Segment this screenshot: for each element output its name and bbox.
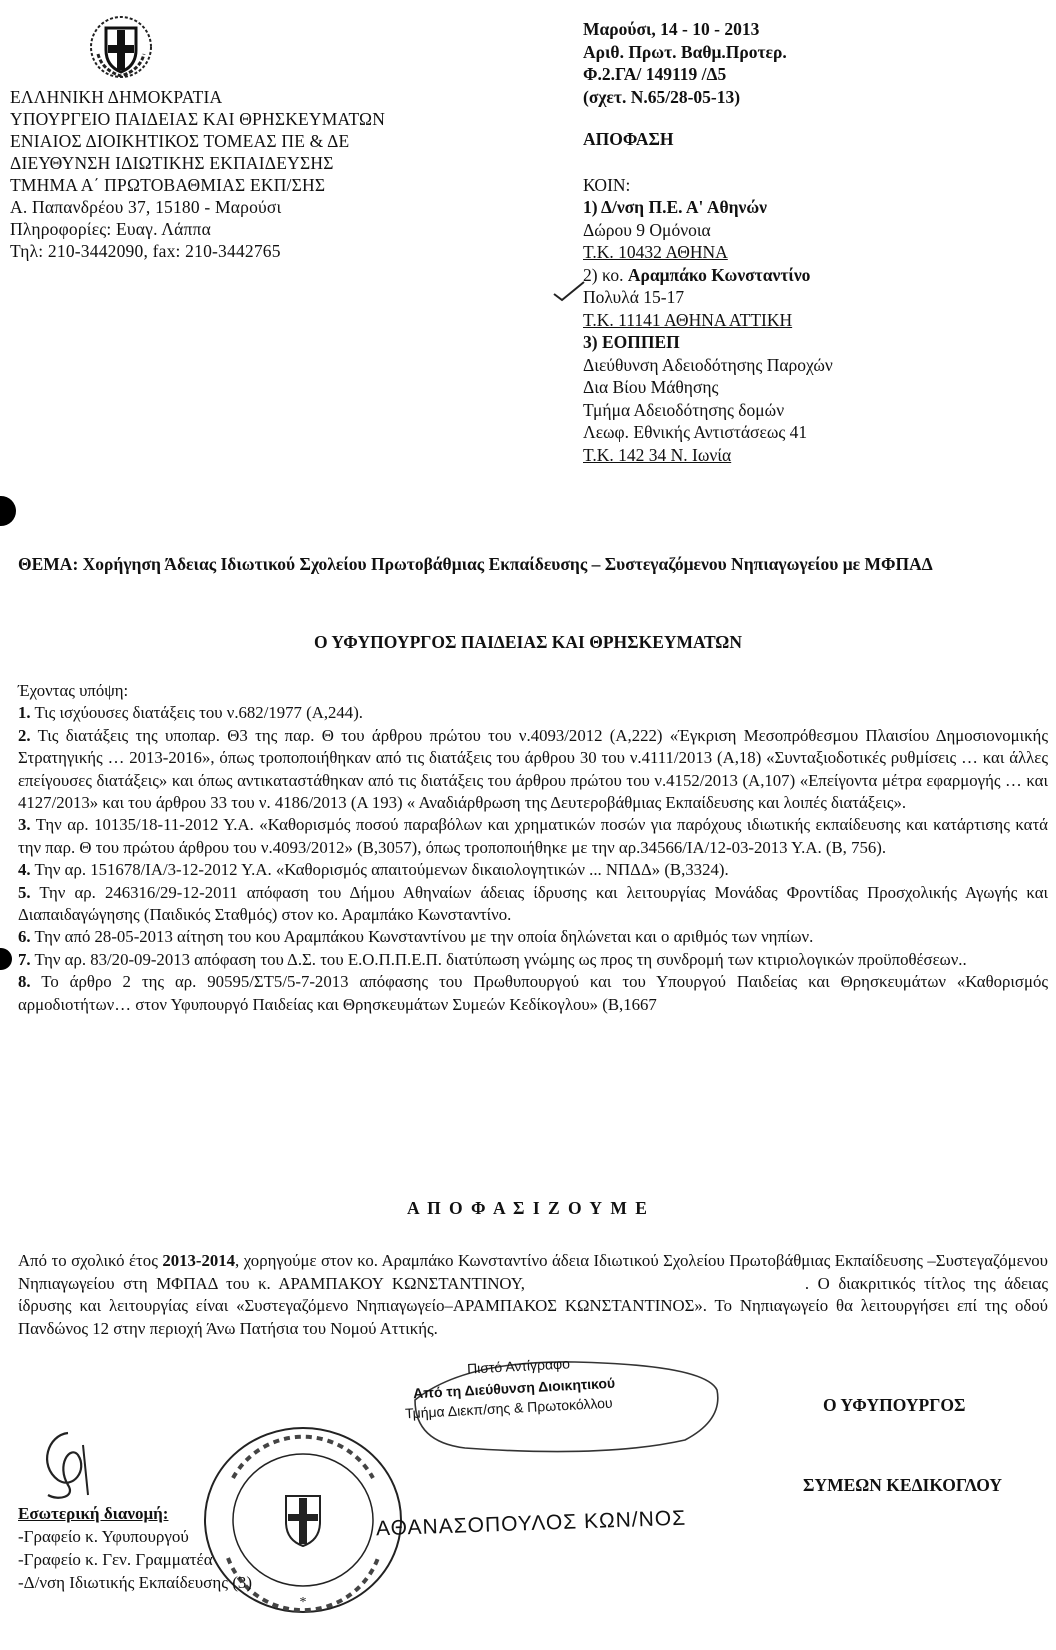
authority-heading: Ο ΥΦΥΠΟΥΡΓΟΣ ΠΑΙΔΕΙΑΣ ΚΑΙ ΘΡΗΣΚΕΥΜΑΤΩΝ: [314, 632, 742, 652]
item-number: 6.: [18, 927, 31, 947]
item-text: Την αρ. 151678/ΙΑ/3-12-2012 Υ.Α. «Καθορισμός απαιτούμενων δικαιολογητικών ... ΝΠΔΔ» (Β,3324).: [34, 860, 729, 880]
certified-copy-stamp: [405, 1350, 725, 1460]
recipient-3-line: Τμήμα Αδειοδότησης δομών: [583, 399, 785, 420]
recipient-3-title: 3) ΕΟΠΠΕΠ: [583, 332, 680, 352]
recipient-3-line: Δια Βίου Μάθησης: [583, 377, 719, 397]
item-number: 4.: [18, 860, 31, 880]
issuer-line: ΔΙΕΥΘΥΝΣΗ ΙΔΙΩΤΙΚΗΣ ΕΚΠΑΙΔΕΥΣΗΣ: [10, 153, 334, 173]
distribution-item: -Γραφείο κ. Γεν. Γραμματέα: [18, 1550, 213, 1569]
recipient-3-line: Λεωφ. Εθνικής Αντιστάσεως 41: [583, 422, 808, 442]
item-text: Την αρ. 83/20-09-2013 απόφαση του Δ.Σ. του Ε.Ο.Π.Π.Ε.Π. διατύπωση γνώμης ως προς τη συνδρομή των κτιριολογικών προϋποθέσεων..: [34, 949, 967, 969]
subject-line: [18, 553, 1043, 576]
internal-distribution: [18, 1502, 338, 1594]
consideration-item: [18, 859, 1048, 881]
item-text: Τις ισχύουσες διατάξεις του ν.682/1977 (Α,244).: [34, 703, 363, 723]
item-number: 8.: [18, 972, 31, 992]
handwritten-checkmark: [552, 280, 586, 307]
issuer-header: [10, 86, 530, 262]
consideration-item: [18, 702, 1048, 724]
distribution-item: -Γραφείο κ. Υφυπουργού: [18, 1527, 189, 1546]
issuer-line: ΕΛΛΗΝΙΚΗ ΔΗΜΟΚΡΑΤΙΑ: [10, 87, 223, 107]
document-type: ΑΠΟΦΑΣΗ: [583, 129, 674, 149]
recipient-1-title: 1) Δ/νση Π.Ε. Α' Αθηνών: [583, 197, 767, 217]
handwritten-signature: [28, 1425, 118, 1510]
item-text: Τις διατάξεις της υποπαρ. Θ3 της παρ. Θ του άρθρου πρώτου του ν.4093/2012 (Α,222) «Έγκριση Μεσοπρόθεσμου Πλαισίου Δημοσιονομικής Στρατηγικής … 2013-2016», όπως τροποποιήθηκαν από τις διατάξεις του άρθρου 30 του ν.4111/2013 (Α,18) «Συνταξιοδοτικές ρυθμίσεις … και άλλες επείγουσες διατάξεις» και όπως αντικαταστάθηκαν από τις διατάξεις του άρθρου πρώτου του ν.4152/2013 (Α,107) «Επείγοντα μέτρα εφαρμογής … και 4127/2013» και του άρθρου 33 του ν. 4186/2013 (Α 193) « Αναδιάρθρωση της Δευτεροβάθμιας Εκπαίδευσης και λοιπές διατάξεις».: [18, 725, 1048, 813]
considering-intro: Έχοντας υπόψη:: [18, 681, 129, 700]
item-number: 1.: [18, 703, 31, 723]
item-text: Την από 28-05-2013 αίτηση του κου Αραμπάκου Κωνσταντίνου με την οποία δηλώνεται και ο αριθμός των νηπίων.: [34, 927, 814, 947]
document-meta: [583, 18, 1043, 466]
subject-label: ΘΕΜΑ:: [18, 554, 79, 574]
stamp-line: Από τη Διεύθυνση Διοικητικού: [412, 1374, 616, 1402]
consideration-item: [18, 814, 1048, 859]
recipient-2-prefix: 2) κο.: [583, 264, 624, 285]
recipient-2-address: Πολυλά 15-17: [583, 287, 685, 307]
signer-name: ΣΥΜΕΩΝ ΚΕΔΙΚΟΓΛΟΥ: [803, 1475, 1002, 1495]
distribution-item: -Δ/νση Ιδιωτικής Εκπαίδευσης (3): [18, 1573, 253, 1592]
coat-of-arms-emblem: [88, 14, 154, 80]
consideration-item: [18, 725, 1048, 815]
considerations: [18, 680, 1048, 1016]
decision-text: [18, 1250, 1048, 1340]
signer-title: Ο ΥΦΥΠΟΥΡΓΟΣ: [823, 1395, 966, 1415]
item-number: 7.: [18, 949, 31, 969]
recipient-3-zip: Τ.Κ. 142 34 Ν. Ιωνία: [583, 444, 732, 465]
recipient-2-name: Αραμπάκο Κωνσταντίνο: [627, 264, 811, 285]
recipient-3-line: Διεύθυνση Αδειοδότησης Παροχών: [583, 354, 833, 375]
issuer-contact: Πληροφορίες: Ευαγ. Λάππα: [10, 219, 211, 239]
recipient-2-zip: Τ.Κ. 11141 ΑΘΗΝΑ ΑΤΤΙΚΗ: [583, 309, 793, 330]
distribution-title: Εσωτερική διανομή:: [18, 1504, 169, 1523]
document-date: Μαρούσι, 14 - 10 - 2013: [583, 19, 760, 39]
consideration-item: [18, 971, 1048, 1016]
recipient-1-address: Δώρου 9 Ομόνοια: [583, 219, 711, 240]
svg-text:*: *: [299, 1595, 307, 1610]
punch-hole-mark: [0, 948, 12, 970]
item-number: 3.: [18, 815, 31, 835]
issuer-phone: Τηλ: 210-3442090, fax: 210-3442765: [10, 241, 281, 261]
decision-part: , χορηγούμε στον κο. Αραμπάκο Κωνσταντίνο άδεια Ιδιωτικού Σχολείου Πρωτοβάθμιας Εκπαίδευσης –Συστεγαζόμενου Νηπιαγωγείου στη ΜΦΠΑΔ του κ. ΑΡΑΜΠΑΚΟΥ ΚΩΝΣΤΑΝΤΙΝΟΥ,: [18, 1251, 1048, 1293]
consideration-item: [18, 926, 1048, 948]
school-year: 2013-2014: [162, 1251, 236, 1270]
decide-heading: Α Π Ο Φ Α Σ Ι Ζ Ο Υ Μ Ε: [407, 1198, 649, 1218]
item-number: 5.: [18, 882, 31, 902]
consideration-item: [18, 949, 1048, 971]
recipient-1-zip: Τ.Κ. 10432 ΑΘΗΝΑ: [583, 242, 728, 262]
item-number: 2.: [18, 725, 31, 745]
issuer-line: ΤΜΗΜΑ Α΄ ΠΡΩΤΟΒΑΘΜΙΑΣ ΕΚΠ/ΣΗΣ: [10, 175, 326, 195]
protocol-reference: (σχετ. Ν.65/28-05-13): [583, 86, 741, 107]
issuer-line: ΥΠΟΥΡΓΕΙΟ ΠΑΙΔΕΙΑΣ ΚΑΙ ΘΡΗΣΚΕΥΜΑΤΩΝ: [10, 109, 386, 129]
item-text: Το άρθρο 2 της αρ. 90595/ΣΤ5/5-7-2013 απόφασης του Πρωθυπουργού και του Υπουργού Παιδείας και Θρησκευμάτων «Καθορισμός αρμοδιοτήτων… στον Υφυπουργό Παιδείας και Θρησκευμάτων Συμεών Κεδίκογλου» (Β,1667: [18, 972, 1048, 1014]
stamp-official-name: ΑΘΑΝΑΣΟΠΟΥΛΟΣ ΚΩΝ/ΝΟΣ: [375, 1506, 687, 1541]
issuer-address: Α. Παπανδρέου 37, 15180 - Μαρούσι: [10, 197, 282, 217]
item-text: Την αρ. 10135/18-11-2012 Υ.Α. «Καθορισμός ποσού παραβόλων και χρηματικών ποσών για παρόχους ιδιωτικής εκπαίδευσης και κατάρτισης κατά την παρ. Θ του πρώτου άρθρου του ν.4093/2012» (Β,3057), όπως τροποποιήθηκε με την αρ.34566/ΙΑ/12-03-2013 Υ.Α. (Β, 756).: [18, 815, 1048, 857]
consideration-item: [18, 882, 1048, 927]
recipient-2-title: [583, 264, 1043, 287]
item-text: Την αρ. 246316/29-12-2011 απόφαση του Δήμου Αθηναίων άδειας ίδρυσης και λειτουργίας Μονάδας Φροντίδας Προσχολικής Αγωγής και Διαπαιδαγώγησης (Παιδικός Σταθμός) στον κο. Αραμπάκο Κωνσταντίνο.: [18, 882, 1048, 925]
recipients-label: ΚΟΙΝ:: [583, 174, 631, 195]
decision-part: Από το σχολικό έτος: [18, 1251, 163, 1270]
stamp-line: Τμήμα Διεκπ/σης & Πρωτοκόλλου: [404, 1394, 613, 1422]
decision-part: . Ο διακριτικός τίτλος της άδειας ίδρυσης και λειτουργίας είναι «Συστεγαζόμενο Νηπιαγωγείο–ΑΡΑΜΠΑΚΟΣ ΚΩΝΣΤΑΝΤΙΝΟΣ». Το Νηπιαγωγείο θα λειτουργήσει επί της οδού Πανδώνος 12 στην περιοχή Άνω Πατήσια του Νομού Αττικής.: [18, 1273, 1048, 1338]
protocol-number: Φ.2.ΓΑ/ 149119 /Δ5: [583, 64, 727, 84]
issuer-line: ΕΝΙΑΙΟΣ ΔΙΟΙΚΗΤΙΚΟΣ ΤΟΜΕΑΣ ΠΕ & ΔΕ: [10, 131, 350, 151]
subject-text: Χορήγηση Άδειας Ιδιωτικού Σχολείου Πρωτοβάθμιας Εκπαίδευσης – Συστεγαζόμενου Νηπιαγωγείου με ΜΦΠΑΔ: [82, 554, 933, 574]
punch-hole-mark: [0, 496, 16, 526]
protocol-line: Αριθ. Πρωτ. Βαθμ.Προτερ.: [583, 41, 787, 62]
stamp-line: Πιστό Αντίγραφο: [466, 1355, 571, 1377]
